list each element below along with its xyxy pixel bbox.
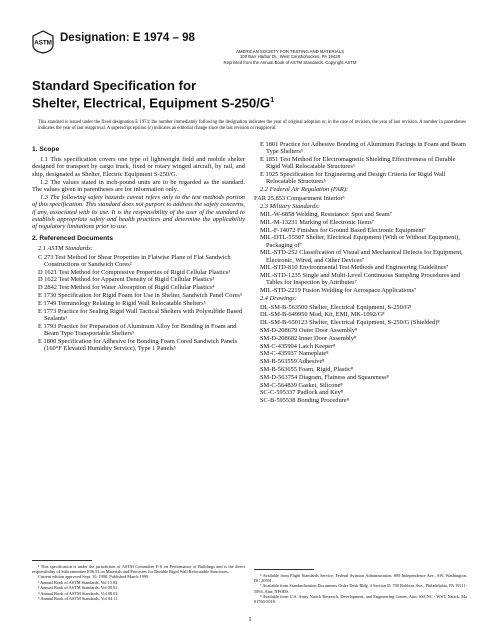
publisher-block (140, 49, 440, 65)
referenced-documents-heading: 2. Referenced Documents (32, 235, 113, 243)
far-heading: 2.2 Federal Air Regulation (FAR): (260, 186, 348, 194)
reference-item: SM-D-208682 Inner Door Assembly⁸ (260, 334, 357, 342)
reference-item: MIL-STD-1235 Single and Multi-Level Continuous Sampling Procedures and Tables for Inspection by Attributes⁷ (260, 272, 461, 287)
military-standards-heading: 2.3 Military Standards: (260, 202, 320, 210)
publisher-line: 100 Barr Harbor Dr., West Conshohocken, PA 19428 (239, 54, 341, 60)
reference-item: E 1773 Practice for Sealing Rigid Wall Tactical Shelters with Polysulfide Based Sealants⁵ (38, 307, 243, 322)
astm-logo-icon (32, 30, 54, 54)
footnote: ⁸ Available from U.S. Army Natick Research, Development, and Engineering Center, Attn: SSCNC - WST, Natick, Ma 01760-5018. (254, 593, 467, 605)
reference-item: MIL-STD-252 Classification of Visual and Mechanical Defects for Equipment, Electronic, Wired, and Other Devices⁷ (260, 249, 463, 264)
reference-item: DL-SM-B-650123 Shelter, Electrical Equipment, S-250/G (Shielded)⁸ (260, 319, 440, 327)
reference-item: E 1925 Specification for Engineering and Design Criteria for Rigid Wall Relocatable Structures⁵ (260, 171, 446, 186)
page-number: 1 (248, 616, 252, 623)
right-footnotes (254, 573, 467, 604)
footnote: Current edition approved Sept. 10, 1998. Published March 1999. (38, 574, 150, 580)
reference-item: E 1793 Practice for Preparation of Aluminum Alloy for Bonding in Foam and Beam Type Transportable Shelters⁵ (38, 322, 237, 337)
title-line-1: Standard Specification for (32, 78, 197, 93)
scope-paragraph: 1.1 This specification covers one type of lightweight field and mobile shelter designed for transport by cargo truck, fixed or rotary winged aircraft, by rail, and ship, designated as Shelter, Electric Equipment S-250/G. (32, 156, 245, 178)
reference-item: D 1622 Test Method for Apparent Density of Rigid Cellular Plastics³ (38, 276, 215, 284)
footnote-rule (32, 560, 92, 561)
reference-item: E 1801 Practice for Adhesive Bonding of Aluminum Facings in Foam and Beam Type Shelters⁵ (260, 141, 466, 156)
reference-item: SM-D-208679 Outer Door Assembly⁸ (260, 327, 358, 334)
reference-item: D 1621 Test Method for Compressive Properties of Rigid Cellular Plastics³ (38, 268, 230, 276)
reference-item: MIL-DTL-55507 Shelter, Electrical Equipment (With or Without Equipment), Packaging of⁷ (260, 234, 460, 249)
reference-item: C 273 Test Method for Shear Properties in Flatwise Plane of Flat Sandwich Constructions or Sandwich Cores² (38, 253, 231, 268)
left-column (32, 143, 245, 353)
footnote: ⁵ Annual Book of ASTM Standards, Vol 04.11. (38, 596, 119, 602)
reference-item: MIL-M-13231 Marking of Electronic Items⁷ (260, 218, 375, 226)
reference-item: MIL-W-6858 Welding, Resistance: Spot and Seam⁷ (260, 211, 392, 219)
reference-item: SM-B-563655 Foam, Rigid, Plastic⁸ (260, 365, 353, 373)
reference-item: FAR 25.853 Compartment Interior⁶ (254, 194, 345, 202)
reference-item: SC-B-595538 Bonding Procedure⁸ (260, 397, 349, 405)
title-footnote-mark: 1 (270, 97, 275, 104)
reference-item: E 1749 Terminology Relating to Rigid Wall Relocatable Shelters⁵ (38, 299, 206, 307)
safety-caveat-paragraph: 1.3 The following safety hazards caveat refers only to the test methods portion of this specification. This standard does not purport to address the safety concerns, if any, associated with its use. It is the responsibility of the user of the standard to establish appropriate safety and health practices and determine the applicability of regulatory limitations prior to use. (32, 194, 245, 231)
footnote: ⁶ Available from Flight Standards Service, Federal Aviation Administration, 800 Independence Ave., SW, Washington, DC 20591. (254, 573, 467, 584)
publisher-line: AMERICAN SOCIETY FOR TESTING AND MATERIALS (236, 49, 344, 54)
footnote: ¹ This specification is under the jurisdiction of ASTM Committee E-6 on Performance of Buildings and is the direct responsibility of Subcommittee E06.53 on Materials and Processes for Durable Rigid Wall Relocatable Structures. (32, 564, 245, 575)
reference-item: E 1730 Specification for Rigid Foam for Use in Shelter, Sandwich Panel Cores⁵ (38, 292, 243, 300)
reference-item: E 1800 Specification for Adhesive for Bonding Foam Cored Sandwich Panels (160°F Elevated Humidity Service), Type 1 Panels⁵ (38, 337, 238, 352)
logo-text: ASTM (34, 39, 52, 47)
reference-item: SM-C-564839 Gasket, Silicone⁸ (260, 381, 343, 389)
designation: Designation: E 1974 – 98 (60, 32, 195, 44)
footnote: ³ Annual Book of ASTM Standards, Vol 08.01. (38, 585, 119, 591)
astm-standards-heading: 2.1 ASTM Standards: (38, 245, 93, 253)
reference-item: MIL-STD-2219 Fusion Welding for Aerospace Applications⁷ (260, 287, 417, 295)
reference-item: SM-B-563559 Adhesive⁸ (260, 358, 325, 366)
reference-item: MIL-STD-810 Environmental Test Methods and Engineering Guidelines⁷ (260, 264, 449, 272)
footnote: ⁴ Annual Book of ASTM Standards, Vol 08.02. (38, 590, 119, 596)
scope-heading: 1. Scope (32, 146, 60, 153)
reference-item: DL-SM-B-563500 Shelter, Electrical Equipment, S-250/G⁸ (260, 303, 412, 311)
footnote-rule (254, 569, 314, 570)
document-title (32, 78, 472, 110)
reference-item: SM-C-435904 Latch Keeper⁸ (260, 342, 336, 350)
publisher-line: Reprinted from the Annual Book of ASTM Standards. Copyright ASTM (223, 59, 357, 65)
footnote: ⁷ Available from Standardization Documents Order Desk Bldg. 4 Section D, 700 Robbins Ave., Philadelphia, PA 19111-5094. Attn: NPODS. (254, 583, 467, 594)
title-line-2: Shelter, Electrical, Equipment $S-250/G^1$ (32, 95, 275, 111)
left-footnotes (32, 564, 245, 601)
reference-item: MIL-F-14072 Finishes for Ground Based Electronic Equipment⁷ (260, 226, 426, 234)
drawings-heading: 2.4 Drawings: (260, 295, 297, 303)
reference-item: SM-C-435937 Nameplate⁸ (260, 350, 329, 358)
reference-item: E 1851 Test Method for Electromagnetic Shielding Effectiveness of Durable Rigid Wall Relocatable Structures⁵ (260, 156, 456, 171)
scope-paragraph: 1.2 The values stated in inch-pound units are to be regarded as the standard. The values given in parentheses are for information only. (32, 178, 245, 194)
right-column (254, 141, 467, 405)
reference-item: DL-SM-B-649950 Mod, Kit, EMI, MK-1092/G⁸ (260, 311, 385, 319)
reference-item: SM-D-563754 Diagram, Flatness and Squareness⁸ (260, 373, 389, 381)
reference-item: D 2842 Test Method for Water Absorption of Rigid Cellular Plastics⁴ (38, 284, 215, 292)
reference-item: SC-C-595337 Padlock and Key⁸ (260, 389, 343, 397)
footnote: ² Annual Book of ASTM Standards, Vol 15.03. (38, 579, 119, 585)
issuance-notice: This standard is issued under the fixed designation E 1974; the number immediately following the designation indicates the year of original adoption or, in the case of revision, the year of last revision. A number in parentheses indicates the year of last reapproval. A superscript epsilon (ε) indicates an editorial change since the last revision or reapproval. (38, 120, 466, 131)
